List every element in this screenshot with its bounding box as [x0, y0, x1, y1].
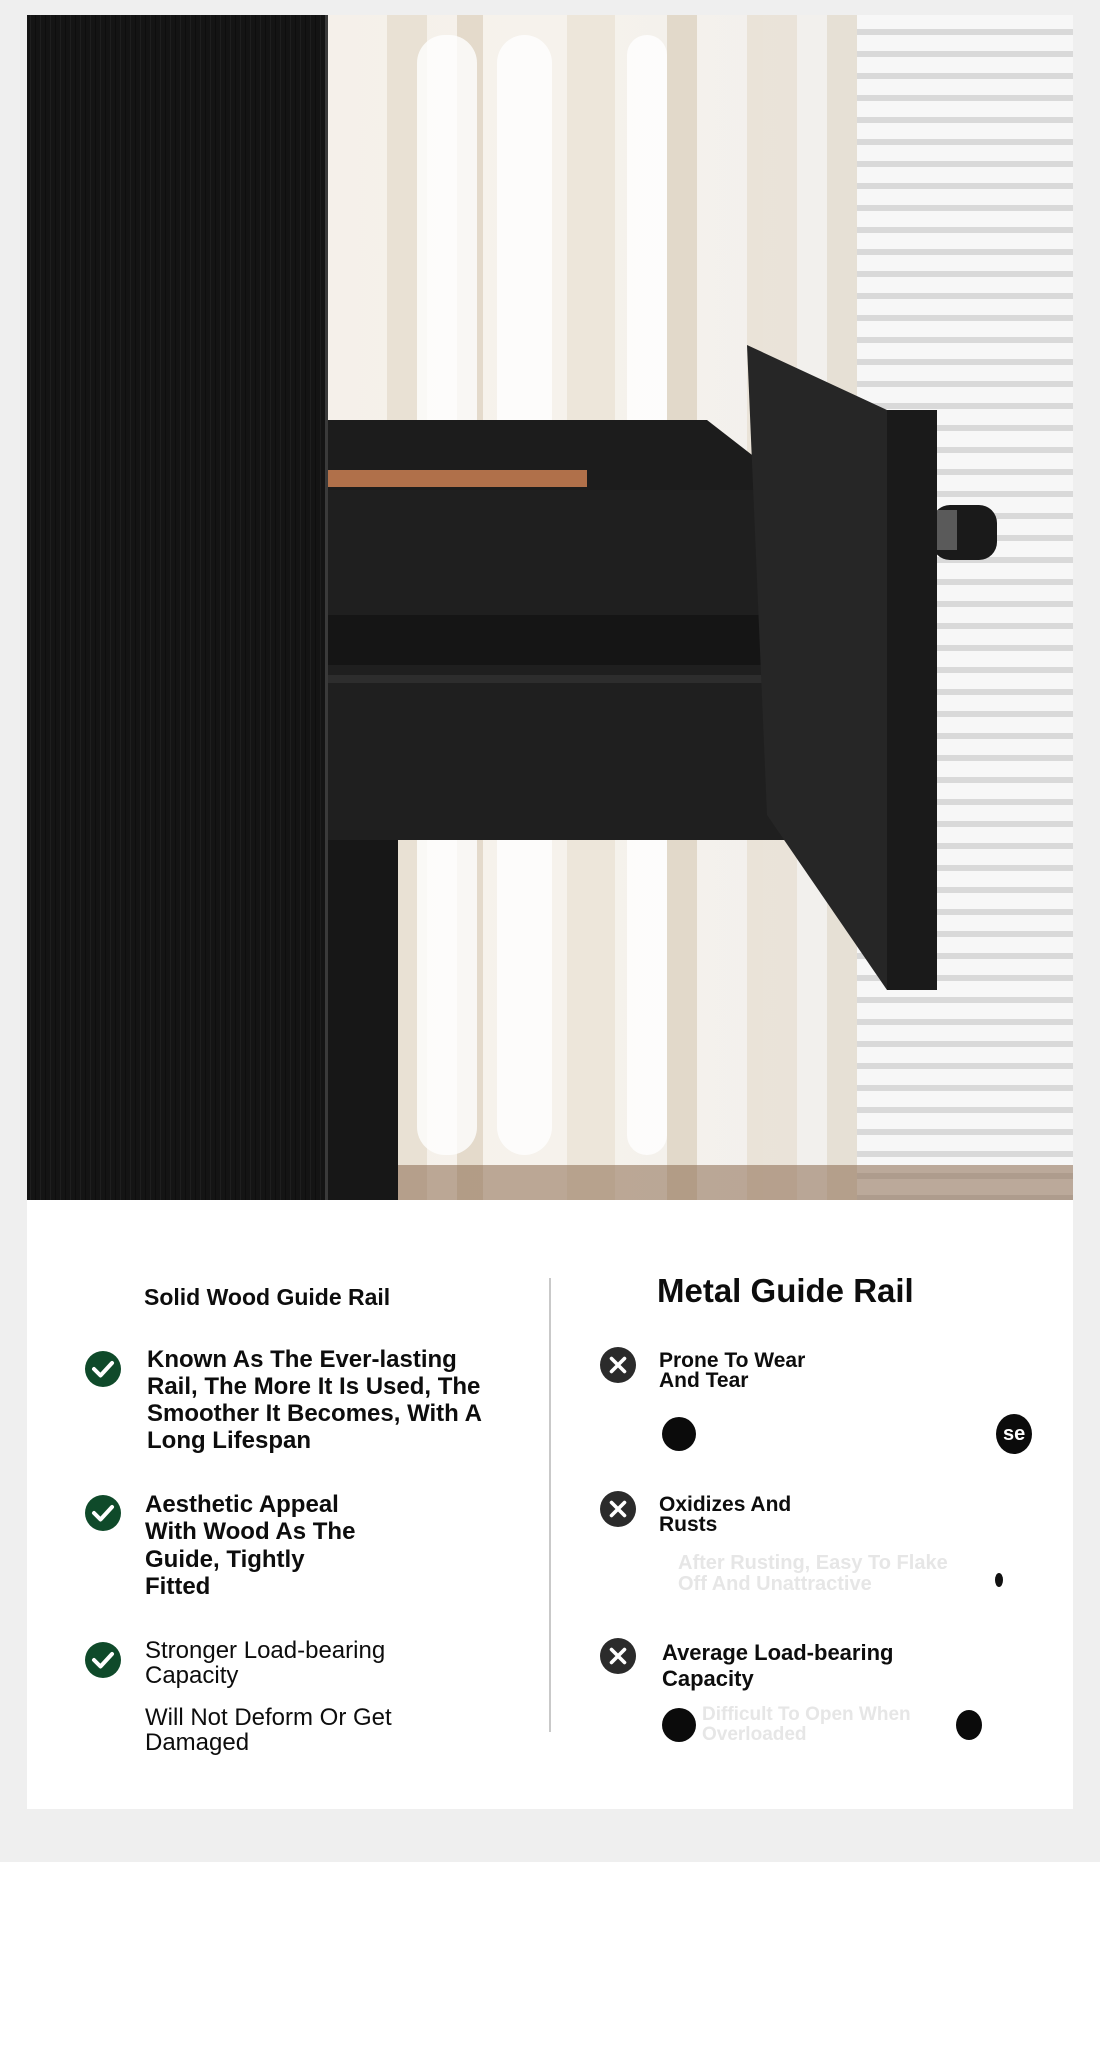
con-subrow-1 [662, 1413, 1032, 1455]
check-circle-icon [85, 1495, 121, 1531]
pro-text-3: Stronger Load-bearing Capacity [145, 1637, 386, 1690]
bullet-dot [995, 1573, 1003, 1587]
bullet-dot [662, 1417, 696, 1451]
pro-subtext-3: Will Not Deform Or Get Damaged [145, 1704, 392, 1757]
con-subtext-3: Difficult To Open When Overloaded [702, 1704, 911, 1745]
right-column-title: Metal Guide Rail [657, 1272, 914, 1309]
rail-comparison [27, 1200, 1073, 1809]
pro-text-1: Known As The Ever-lasting Rail, The More It Is Used, The Smoother It Becomes, With A Long Lifespan [147, 1346, 482, 1454]
x-circle-icon [600, 1491, 636, 1527]
con-subrow-3 [662, 1704, 982, 1746]
product-card [27, 15, 1073, 1809]
x-circle-icon [600, 1638, 636, 1674]
check-circle-icon [85, 1642, 121, 1678]
product-photo-drawer [27, 15, 1073, 1200]
bullet-dot [662, 1708, 696, 1742]
left-column-title: Solid Wood Guide Rail [144, 1284, 391, 1310]
bullet-dot [956, 1710, 982, 1740]
con-text-2: Oxidizes And Rusts [659, 1493, 792, 1536]
con-text-3: Average Load-bearing Capacity [662, 1640, 894, 1692]
check-circle-icon [85, 1351, 121, 1387]
x-circle-icon [600, 1347, 636, 1383]
con-text-1: Prone To Wear And Tear [659, 1349, 806, 1392]
con-subtext-2: After Rusting, Easy To Flake Off And Unattractive [678, 1552, 948, 1595]
con-subtext-1: se [1003, 1423, 1026, 1445]
column-divider [549, 1278, 551, 1732]
pro-text-2: Aesthetic Appeal With Wood As The Guide, Tightly Fitted [145, 1491, 356, 1601]
